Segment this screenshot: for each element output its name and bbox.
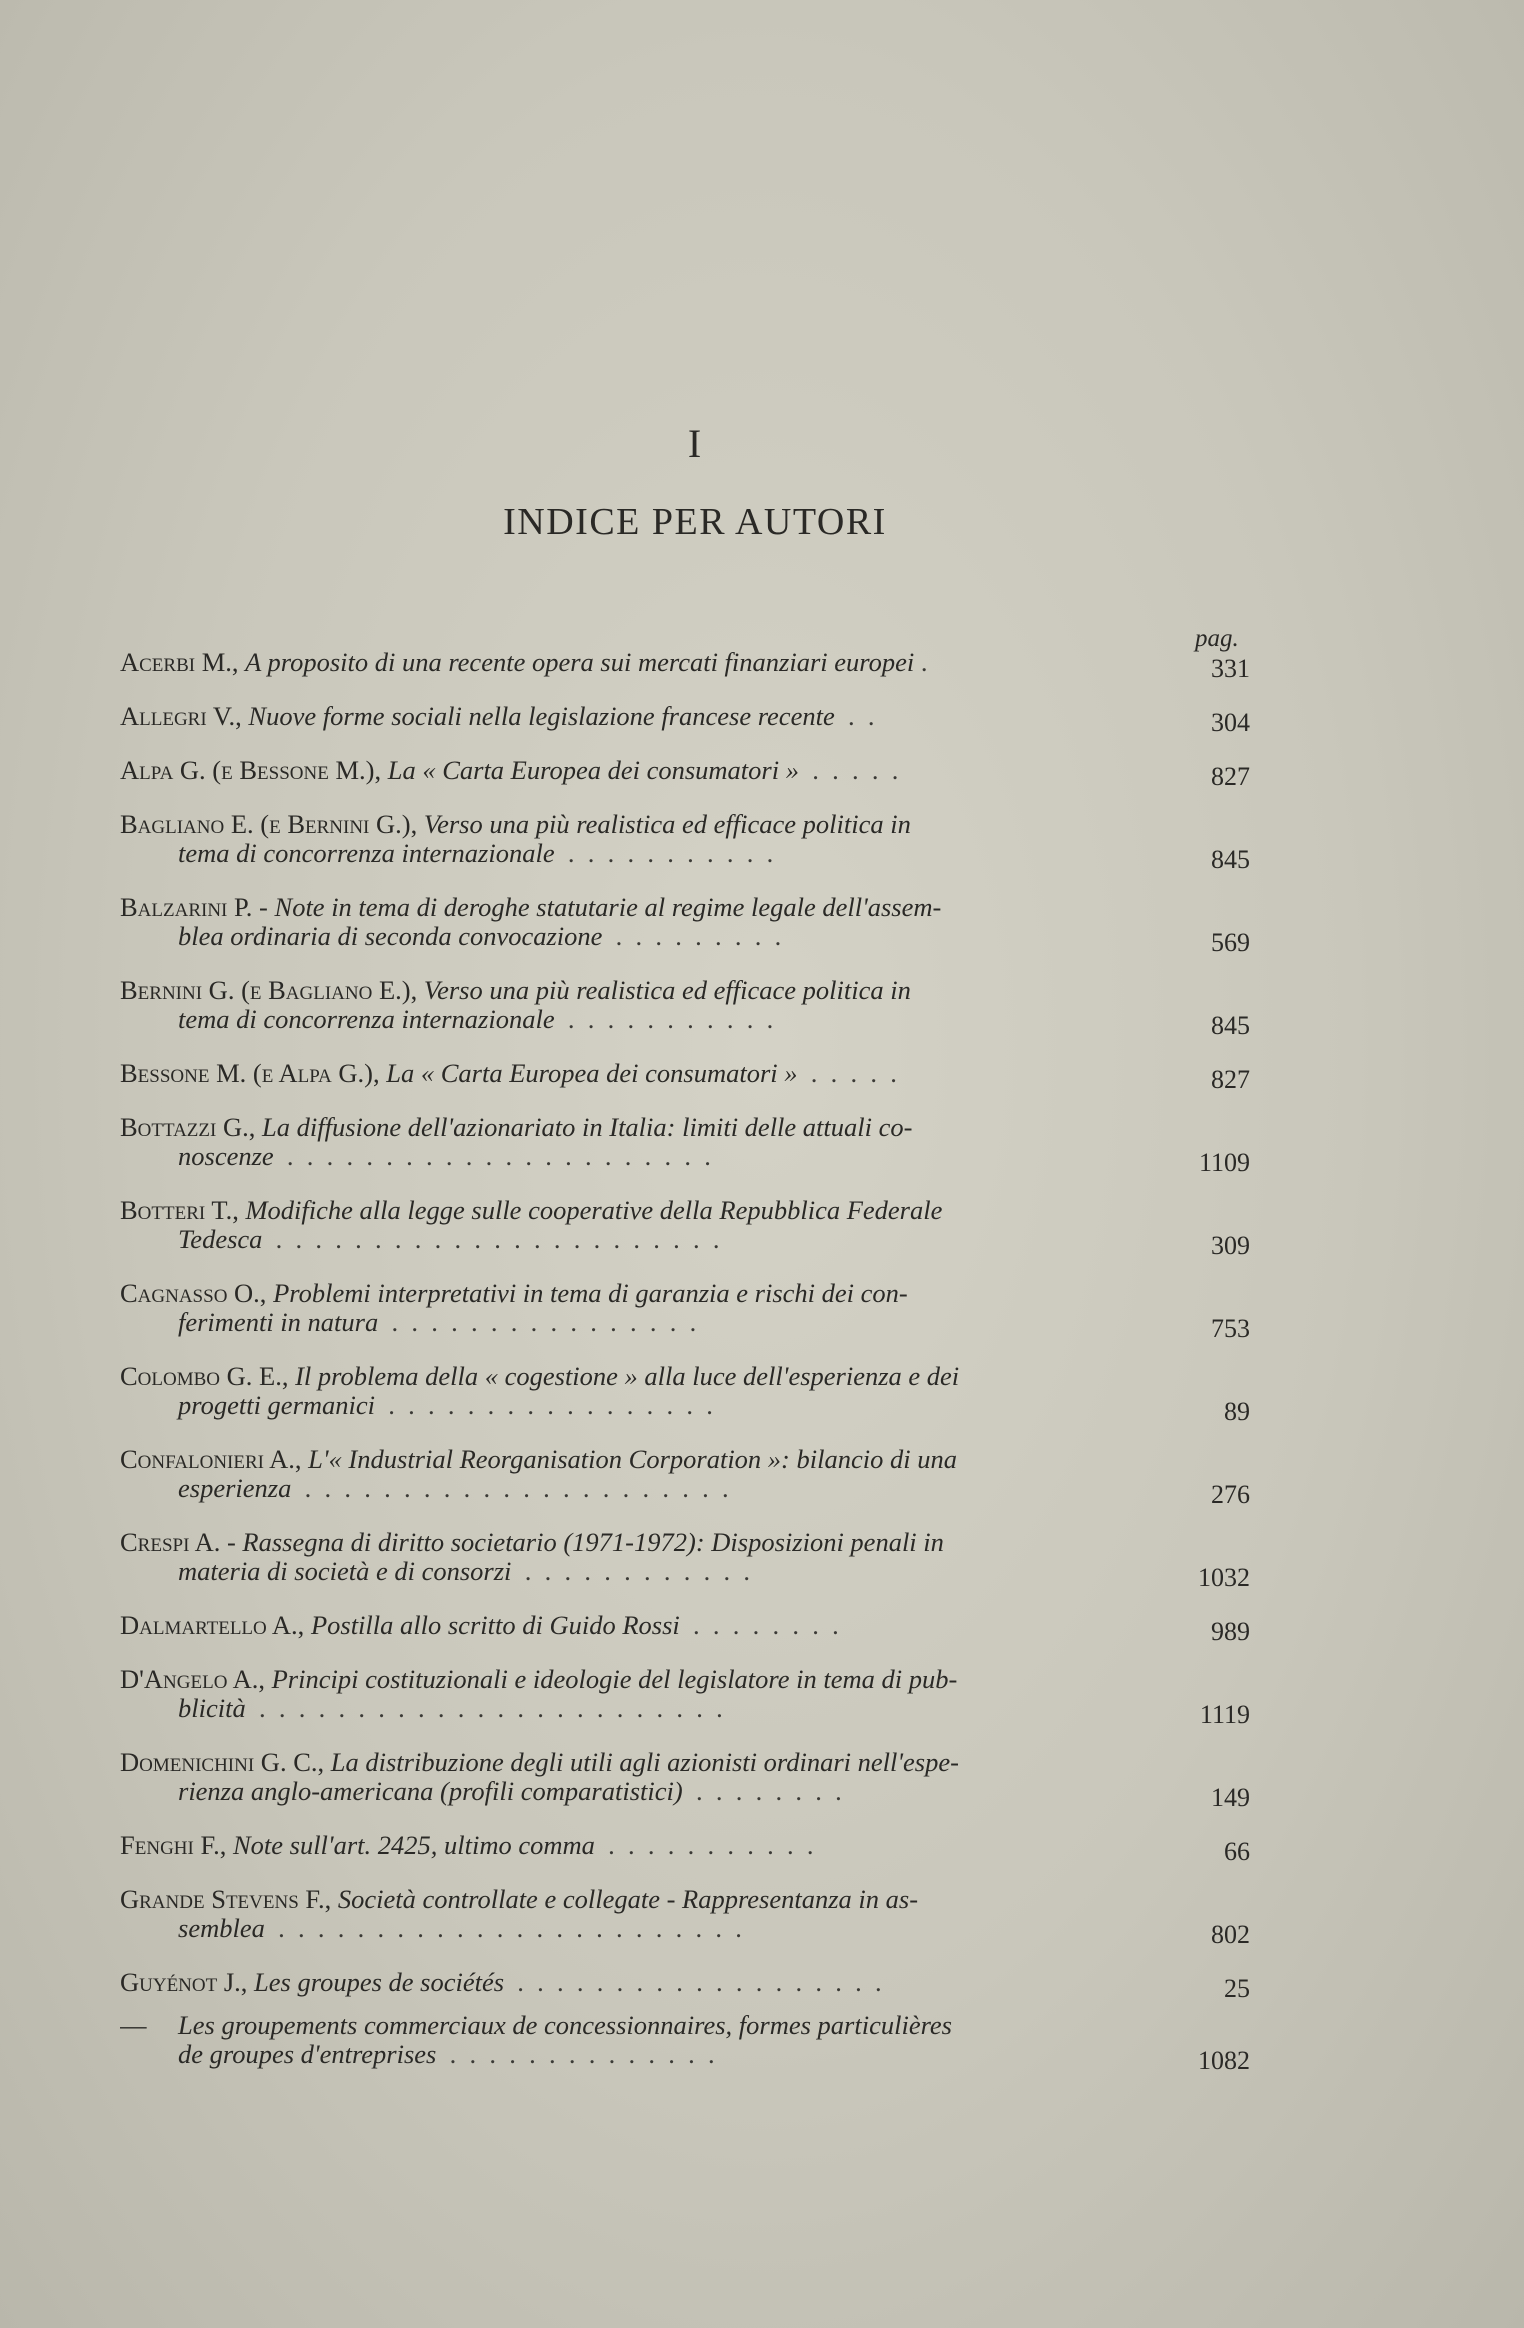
entry-title: Problemi interpretativi in tema di garanzia e rischi dei con-	[273, 1279, 908, 1308]
entry-author: Guyénot J.,	[120, 1968, 248, 1997]
entry-title: Note in tema di deroghe statutarie al regime legale dell'assem-	[274, 893, 942, 922]
author-index-list	[120, 648, 1250, 2075]
entry-title-cont: esperienza	[178, 1474, 292, 1503]
list-item: Acerbi M., A proposito di una recente opera sui mercati finanziari europei . 331	[120, 648, 1250, 683]
list-item: Guyénot J., Les groupes de sociétés . . . . . . . . . . . . . . . . . . . 25	[120, 1968, 1250, 2003]
entry-author: Bottazzi G.,	[120, 1113, 256, 1142]
list-item: Grande Stevens F., Società controllate e collegate - Rappresentanza in as- semblea . . . . . . . . . . . . . . . . . . . . . . . . 802	[120, 1885, 1250, 1949]
entry-page: 989	[1211, 1617, 1250, 1646]
entry-author: Allegri V.,	[120, 702, 242, 731]
page-title: INDICE PER AUTORI	[503, 501, 887, 543]
entry-page: 1119	[1199, 1700, 1250, 1729]
entry-page: 753	[1211, 1314, 1250, 1343]
list-item: Balzarini P. - Note in tema di deroghe statutarie al regime legale dell'assem- blea ordinaria di seconda convocazione . . . . . . . . . 569	[120, 893, 1250, 957]
entry-title: L'« Industrial Reorganisation Corporation »: bilancio di una	[308, 1445, 957, 1474]
entry-page: 304	[1211, 708, 1250, 737]
entry-title: Note sull'art. 2425, ultimo comma	[232, 1831, 595, 1860]
entry-title: Società controllate e collegate - Rappresentanza in as-	[337, 1885, 919, 1914]
entry-page: 1109	[1198, 1148, 1250, 1177]
list-item: Allegri V., Nuove forme sociali nella legislazione francese recente . . 304	[120, 702, 1250, 737]
entry-title: Verso una più realistica ed efficace politica in	[423, 810, 911, 839]
entry-title: Nuove forme sociali nella legislazione francese recente	[248, 702, 835, 731]
entry-page: 802	[1211, 1920, 1250, 1949]
entry-author: Botteri T.,	[120, 1196, 239, 1225]
list-item: Fenghi F., Note sull'art. 2425, ultimo comma . . . . . . . . . . . 66	[120, 1831, 1250, 1866]
entry-title-cont: ferimenti in natura	[178, 1308, 379, 1337]
entry-title: Les groupements commerciaux de concessionnaires, formes particulières	[178, 2011, 952, 2040]
entry-title-cont: blicità	[178, 1694, 246, 1723]
entry-author: Balzarini P. -	[120, 893, 268, 922]
entry-page: 827	[1211, 1065, 1250, 1094]
entry-author: Acerbi M.,	[120, 648, 239, 677]
entry-author: Crespi A. -	[120, 1528, 236, 1557]
entry-page: 331	[1211, 654, 1250, 683]
entry-author: Cagnasso O.,	[120, 1279, 267, 1308]
entry-page: 845	[1211, 1011, 1250, 1040]
entry-page: 89	[1224, 1397, 1250, 1426]
list-item: Bernini G. (e Bagliano E.), Verso una più realistica ed efficace politica in tema di concorrenza internazionale . . . . . . . . . . . 845	[120, 976, 1250, 1040]
entry-author: Domenichini G. C.,	[120, 1748, 325, 1777]
entry-author: Confalonieri A.,	[120, 1445, 302, 1474]
entry-title-cont: Tedesca	[178, 1225, 263, 1254]
entry-author: Grande Stevens F.,	[120, 1885, 332, 1914]
list-item: Cagnasso O., Problemi interpretativi in tema di garanzia e rischi dei con- ferimenti in natura . . . . . . . . . . . . . . . . 753	[120, 1279, 1250, 1343]
list-item: Botteri T., Modifiche alla legge sulle cooperative della Repubblica Federale Tedesca . . . . . . . . . . . . . . . . . . . . . . . 309	[120, 1196, 1250, 1260]
list-item: Domenichini G. C., La distribuzione degli utili agli azionisti ordinari nell'espe- rienza anglo-americana (profili comparatistici) . . . . . . . . 149	[120, 1748, 1250, 1812]
entry-author: Dalmartello A.,	[120, 1611, 305, 1640]
page-column-label: pag.	[1195, 625, 1239, 652]
list-item: Alpa G. (e Bessone M.), La « Carta Europea dei consumatori » . . . . . 827	[120, 756, 1250, 791]
entry-author: Alpa G. (e Bessone M.),	[120, 756, 382, 785]
entry-title: La diffusione dell'azionariato in Italia: limiti delle attuali co-	[262, 1113, 913, 1142]
entry-author: Bernini G. (e Bagliano E.),	[120, 976, 418, 1005]
entry-title-cont: tema di concorrenza internazionale	[178, 839, 555, 868]
entry-author: D'Angelo A.,	[120, 1665, 265, 1694]
list-item: Crespi A. - Rassegna di diritto societario (1971-1972): Disposizioni penali in materia di società e di consorzi . . . . . . . . . . . . 1032	[120, 1528, 1250, 1592]
entry-page: 1032	[1198, 1563, 1250, 1592]
list-item: — Les groupements commerciaux de concessionnaires, formes particulières de groupes d'entreprises . . . . . . . . . . . . . . 1082	[120, 2011, 1250, 2075]
entry-author: Colombo G. E.,	[120, 1362, 289, 1391]
entry-page: 569	[1211, 928, 1250, 957]
list-item: Colombo G. E., Il problema della « cogestione » alla luce dell'esperienza e dei progetti germanici . . . . . . . . . . . . . . . . . 89	[120, 1362, 1250, 1426]
entry-title: Postilla allo scritto di Guido Rossi	[310, 1611, 680, 1640]
entry-page: 66	[1224, 1837, 1250, 1866]
entry-title-cont: blea ordinaria di seconda convocazione	[178, 922, 603, 951]
entry-title-cont: noscenze	[178, 1142, 274, 1171]
entry-title-cont: tema di concorrenza internazionale	[178, 1005, 555, 1034]
list-item: D'Angelo A., Principi costituzionali e ideologie del legislatore in tema di pub- blicità . . . . . . . . . . . . . . . . . . . . . . . . 1119	[120, 1665, 1250, 1729]
entry-page: 25	[1224, 1974, 1250, 2003]
entry-title-cont: semblea	[178, 1914, 265, 1943]
entry-author: Bessone M. (e Alpa G.),	[120, 1059, 380, 1088]
entry-title-cont: de groupes d'entreprises	[178, 2040, 437, 2069]
entry-title: Les groupes de sociétés	[254, 1968, 505, 1997]
entry-title: Verso una più realistica ed efficace politica in	[423, 976, 911, 1005]
entry-page: 149	[1211, 1783, 1250, 1812]
entry-title-cont: progetti germanici	[178, 1391, 376, 1420]
entry-title: La « Carta Europea dei consumatori »	[387, 756, 799, 785]
chapter-number: I	[687, 421, 703, 466]
entry-page: 1082	[1198, 2046, 1250, 2075]
entry-title: La « Carta Europea dei consumatori »	[386, 1059, 798, 1088]
list-item: Bessone M. (e Alpa G.), La « Carta Europea dei consumatori » . . . . . 827	[120, 1059, 1250, 1094]
entry-title-cont: rienza anglo-americana (profili comparatistici)	[178, 1777, 683, 1806]
entry-author: —	[120, 2011, 147, 2040]
list-item: Confalonieri A., L'« Industrial Reorganisation Corporation »: bilancio di una esperienza . . . . . . . . . . . . . . . . . . . . . . 276	[120, 1445, 1250, 1509]
entry-author: Fenghi F.,	[120, 1831, 227, 1860]
entry-title: Rassegna di diritto societario (1971-1972): Disposizioni penali in	[242, 1528, 944, 1557]
entry-page: 276	[1211, 1480, 1250, 1509]
entry-page: 309	[1211, 1231, 1250, 1260]
entry-title-cont: materia di società e di consorzi	[178, 1557, 512, 1586]
entry-page: 827	[1211, 762, 1250, 791]
list-item: Dalmartello A., Postilla allo scritto di Guido Rossi . . . . . . . . 989	[120, 1611, 1250, 1646]
entry-title: A proposito di una recente opera sui mercati finanziari europei	[245, 648, 915, 677]
entry-title: Il problema della « cogestione » alla luce dell'esperienza e dei	[295, 1362, 960, 1391]
entry-title: Modifiche alla legge sulle cooperative della Repubblica Federale	[245, 1196, 943, 1225]
list-item: Bottazzi G., La diffusione dell'azionariato in Italia: limiti delle attuali co- noscenze . . . . . . . . . . . . . . . . . . . . . . 1109	[120, 1113, 1250, 1177]
list-item: Bagliano E. (e Bernini G.), Verso una più realistica ed efficace politica in tema di concorrenza internazionale . . . . . . . . . . . 845	[120, 810, 1250, 874]
entry-title: La distribuzione degli utili agli azionisti ordinari nell'espe-	[330, 1748, 959, 1777]
entry-author: Bagliano E. (e Bernini G.),	[120, 810, 418, 839]
entry-page: 845	[1211, 845, 1250, 874]
entry-title: Principi costituzionali e ideologie del legislatore in tema di pub-	[271, 1665, 958, 1694]
